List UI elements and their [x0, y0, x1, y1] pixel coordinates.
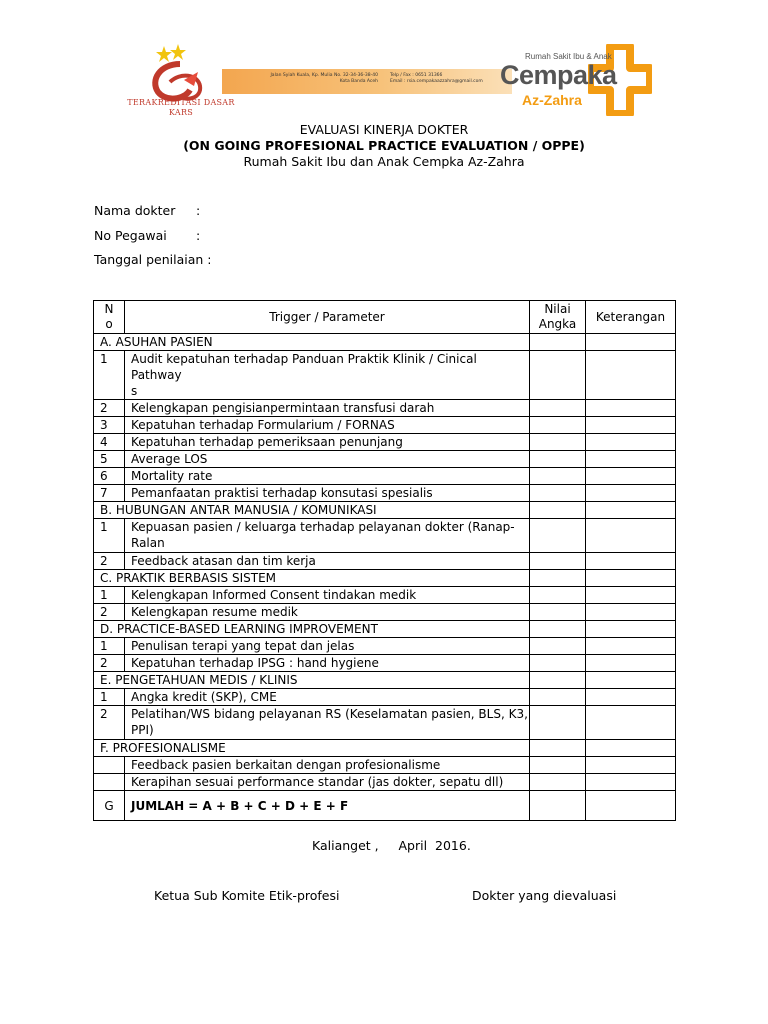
row-number: 7 [94, 485, 125, 502]
row-parameter: Kepatuhan terhadap pemeriksaan penunjang [125, 434, 530, 451]
evaluation-table [93, 300, 676, 821]
row-parameter: JUMLAH = A + B + C + D + E + F [125, 791, 530, 821]
keterangan-cell[interactable] [586, 334, 676, 351]
address-right [390, 73, 510, 85]
nilai-cell[interactable] [530, 553, 586, 570]
doc-subtitle: (ON GOING PROFESIONAL PRACTICE EVALUATION / OPPE) [183, 138, 585, 153]
section-row [94, 502, 676, 519]
header-keterangan: Keterangan [586, 301, 676, 334]
keterangan-cell[interactable] [586, 570, 676, 587]
signature-right-label: Dokter yang dievaluasi [472, 888, 617, 903]
table-row [94, 655, 676, 672]
row-number: 5 [94, 451, 125, 468]
table-row [94, 553, 676, 570]
keterangan-cell[interactable] [586, 553, 676, 570]
nilai-cell[interactable] [530, 638, 586, 655]
section-row [94, 334, 676, 351]
address-street: Jalan Syiah Kuala, Kp. Mulia No. 32-34-36-38-40 [270, 73, 378, 78]
row-number: 4 [94, 434, 125, 451]
keterangan-cell[interactable] [586, 468, 676, 485]
nilai-cell[interactable] [530, 417, 586, 434]
nilai-cell[interactable] [530, 519, 586, 553]
section-label: B. HUBUNGAN ANTAR MANUSIA / KOMUNIKASI [94, 502, 530, 519]
row-parameter: Kelengkapan resume medik [125, 604, 530, 621]
keterangan-cell[interactable] [586, 689, 676, 706]
nilai-cell[interactable] [530, 655, 586, 672]
address-bar [222, 69, 512, 94]
address-left [228, 73, 378, 85]
row-parameter: Pemanfaatan praktisi terhadap konsutasi spesialis [125, 485, 530, 502]
place-date: Kalianget , April 2016. [312, 838, 471, 853]
row-parameter: Pelatihan/WS bidang pelayanan RS (Keselamatan pasien, BLS, K3, PPI) [125, 706, 530, 740]
hospital-subname: Az-Zahra [522, 92, 582, 108]
row-parameter: Average LOS [125, 451, 530, 468]
row-parameter: Penulisan terapi yang tepat dan jelas [125, 638, 530, 655]
table-row [94, 400, 676, 417]
section-label: A. ASUHAN PASIEN [94, 334, 530, 351]
row-number: 2 [94, 604, 125, 621]
section-label: D. PRACTICE-BASED LEARNING IMPROVEMENT [94, 621, 530, 638]
no-pegawai-colon: : [196, 228, 201, 243]
nilai-cell[interactable] [530, 791, 586, 821]
section-row [94, 570, 676, 587]
nilai-cell[interactable] [530, 468, 586, 485]
nilai-cell[interactable] [530, 621, 586, 638]
row-parameter: Mortality rate [125, 468, 530, 485]
nama-dokter-colon: : [196, 203, 201, 218]
nilai-cell[interactable] [530, 604, 586, 621]
row-number: 2 [94, 553, 125, 570]
row-parameter: Feedback pasien berkaitan dengan profesionalisme [125, 757, 530, 774]
total-row [94, 791, 676, 821]
no-pegawai-label: No Pegawai [94, 228, 167, 243]
keterangan-cell[interactable] [586, 757, 676, 774]
keterangan-cell[interactable] [586, 417, 676, 434]
row-parameter: Kelengkapan pengisianpermintaan transfusi darah [125, 400, 530, 417]
table-row [94, 757, 676, 774]
row-number: 2 [94, 706, 125, 740]
keterangan-cell[interactable] [586, 502, 676, 519]
keterangan-cell[interactable] [586, 706, 676, 740]
keterangan-cell[interactable] [586, 672, 676, 689]
row-parameter: Feedback atasan dan tim kerja [125, 553, 530, 570]
keterangan-cell[interactable] [586, 621, 676, 638]
nilai-cell[interactable] [530, 757, 586, 774]
nilai-cell[interactable] [530, 587, 586, 604]
nilai-cell[interactable] [530, 334, 586, 351]
tanggal-penilaian-label: Tanggal penilaian : [94, 252, 212, 267]
keterangan-cell[interactable] [586, 434, 676, 451]
address-city: Kota Banda Aceh [339, 79, 378, 84]
nilai-cell[interactable] [530, 706, 586, 740]
section-label: C. PRAKTIK BERBASIS SISTEM [94, 570, 530, 587]
address-phone: Telp / Fax : 0651 31366 [390, 73, 443, 78]
row-number [94, 774, 125, 791]
signature-left-label: Ketua Sub Komite Etik-profesi [154, 888, 340, 903]
keterangan-cell[interactable] [586, 638, 676, 655]
table-row [94, 417, 676, 434]
table-row [94, 451, 676, 468]
doc-hospital: Rumah Sakit Ibu dan Anak Cempka Az-Zahra [243, 154, 525, 169]
section-row [94, 672, 676, 689]
table-row [94, 468, 676, 485]
row-parameter: Kepuasan pasien / keluarga terhadap pelayanan dokter (Ranap- Ralan [125, 519, 530, 553]
keterangan-cell[interactable] [586, 740, 676, 757]
row-parameter: Audit kepatuhan terhadap Panduan Praktik Klinik / Cinical Pathway s [125, 351, 530, 400]
row-parameter: Kerapihan sesuai performance standar (jas dokter, sepatu dll) [125, 774, 530, 791]
nama-dokter-label: Nama dokter [94, 203, 176, 218]
section-row [94, 621, 676, 638]
row-number: 2 [94, 400, 125, 417]
table-row [94, 706, 676, 740]
table-row [94, 587, 676, 604]
row-number: 3 [94, 417, 125, 434]
keterangan-cell[interactable] [586, 774, 676, 791]
row-number: 1 [94, 351, 125, 400]
row-parameter: Kelengkapan Informed Consent tindakan medik [125, 587, 530, 604]
section-label: F. PROFESIONALISME [94, 740, 530, 757]
header-param: Trigger / Parameter [125, 301, 530, 334]
row-number: 6 [94, 468, 125, 485]
header-no: N o [94, 301, 125, 334]
table-row [94, 604, 676, 621]
nilai-cell[interactable] [530, 400, 586, 417]
section-label: E. PENGETAHUAN MEDIS / KLINIS [94, 672, 530, 689]
row-number: 1 [94, 587, 125, 604]
doc-title: EVALUASI KINERJA DOKTER [299, 122, 469, 137]
table-row [94, 351, 676, 400]
keterangan-cell[interactable] [586, 451, 676, 468]
nilai-cell[interactable] [530, 485, 586, 502]
hospital-small-name: Rumah Sakit Ibu & Anak [525, 52, 612, 61]
table-row [94, 519, 676, 553]
nilai-cell[interactable] [530, 689, 586, 706]
row-parameter: Angka kredit (SKP), CME [125, 689, 530, 706]
row-parameter: Kepatuhan terhadap Formularium / FORNAS [125, 417, 530, 434]
keterangan-cell[interactable] [586, 351, 676, 400]
nilai-cell[interactable] [530, 434, 586, 451]
nilai-cell[interactable] [530, 351, 586, 400]
address-email: Email : rsia.cempakaazzahra@gmail.com [390, 79, 483, 84]
row-number: 1 [94, 519, 125, 553]
keterangan-cell[interactable] [586, 519, 676, 553]
table-row [94, 638, 676, 655]
keterangan-cell[interactable] [586, 587, 676, 604]
evaluation-table-body [94, 334, 676, 821]
table-row [94, 434, 676, 451]
table-row [94, 485, 676, 502]
row-number: 1 [94, 689, 125, 706]
table-row [94, 689, 676, 706]
row-parameter: Kepatuhan terhadap IPSG : hand hygiene [125, 655, 530, 672]
row-number: 1 [94, 638, 125, 655]
keterangan-cell[interactable] [586, 791, 676, 821]
nilai-cell[interactable] [530, 502, 586, 519]
header-nilai: Nilai Angka [530, 301, 586, 334]
nilai-cell[interactable] [530, 740, 586, 757]
table-row [94, 774, 676, 791]
nilai-cell[interactable] [530, 672, 586, 689]
keterangan-cell[interactable] [586, 655, 676, 672]
accreditation-text: TERAKREDITASI DASAR KARS [127, 98, 235, 117]
row-number: G [94, 791, 125, 821]
section-row [94, 740, 676, 757]
keterangan-cell[interactable] [586, 400, 676, 417]
nilai-cell[interactable] [530, 774, 586, 791]
row-number [94, 757, 125, 774]
nilai-cell[interactable] [530, 570, 586, 587]
nilai-cell[interactable] [530, 451, 586, 468]
row-number: 2 [94, 655, 125, 672]
keterangan-cell[interactable] [586, 604, 676, 621]
hospital-name: Cempaka [500, 60, 617, 90]
keterangan-cell[interactable] [586, 485, 676, 502]
